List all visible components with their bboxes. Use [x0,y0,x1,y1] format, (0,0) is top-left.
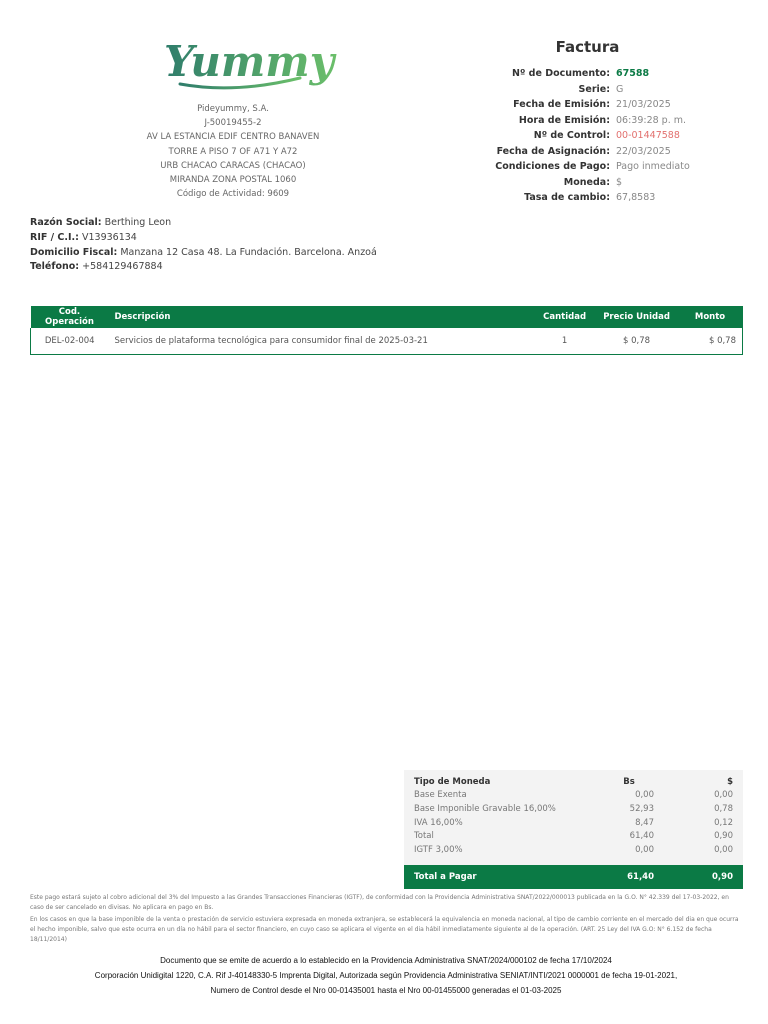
totals-bs: 8,47 [635,817,654,828]
yummy-logo [160,34,335,94]
company-rif: J-50019455-2 [204,118,262,129]
legal-footer [30,953,742,998]
control-number: 00-01447588 [616,130,680,141]
client-domicilio: Domicilio Fiscal: Manzana 12 Casa 48. La Fundación. Barcelona. Anzoá [30,246,377,258]
meta-row [470,128,750,144]
invoice-title: Factura [555,38,620,56]
meta-label: Tasa de cambio: [524,192,610,203]
exchange-notice: En los casos en que la base imponible de la venta o prestación de servicio estuviera expresada en moneda extranjera, se establecerá la equivalencia en moneda nacional, al tipo de cambio corriente en el mercado del dia en que ocurra el hecho imponible, salvo que este ocurra en un día no hábil para el sector financiero, en cuyo caso se aplicara el vigente en el dia hábil inmediatamente siguiente al de la operación. (ART. 25 Ley del IVA G.O: N° 6.152 de fecha 18/11/2014) [30,916,739,943]
payment-terms: Pago inmediato [616,161,690,172]
meta-label: Fecha de Asignación: [496,145,610,157]
client-telefono: Teléfono: +584129467884 [30,261,163,273]
footer-line: Corporación Unidigital 1220, C.A. Rif J-40148330-5 Imprenta Digital, Autorizada según Providencia Administrativa SENIAT/INTI/2021 0000001 de fecha 19-01-2021, [94,971,678,980]
meta-label: Nº de Control: [533,130,610,141]
totals-bs: 0,00 [635,790,654,801]
item-description: Servicios de plataforma tecnológica para consumidor final de 2025-03-21 [108,328,533,355]
totals-header: Tipo de Moneda [414,776,491,787]
totals-spacer [404,857,743,865]
totals-label: Base Imponible Gravable 16,00% [414,803,556,814]
items-table [30,306,743,355]
totals-header-row [404,770,743,789]
svg-text:Yummy: Yummy [164,37,335,86]
totals-bs: 61,40 [629,831,654,842]
company-address-line: AV LA ESTANCIA EDIF CENTRO BANAVEN [146,132,320,143]
totals-usd: 0,00 [714,844,733,855]
assignment-date: 22/03/2025 [616,145,671,157]
totals-label: IVA 16,00% [414,817,463,828]
totals-label: IGTF 3,00% [414,844,463,855]
column-header: Monto [678,306,743,328]
column-header: Precio Unidad [596,306,678,328]
totals-bs: 52,93 [629,803,654,814]
total-to-pay-row [404,865,743,889]
meta-row [470,144,750,160]
table-row [31,328,743,355]
exchange-rate: 67,8583 [616,192,656,203]
series-value: G [616,83,624,95]
meta-label: Fecha de Emisión: [513,99,610,110]
item-unit-price: $ 0,78 [596,328,678,355]
footer-line: Documento que se emite de acuerdo a lo establecido en la Providencia Administrativa SNAT/2024/000102 de fecha 17/10/2024 [160,956,612,965]
column-header: Cantidad [534,306,596,328]
totals-row [404,829,743,843]
meta-row [470,82,750,98]
totals-row [404,816,743,830]
client-razon-social: Razón Social: Berthing Leon [30,217,172,228]
meta-row [470,190,750,206]
item-amount: $ 0,78 [678,328,743,355]
totals-usd: 0,00 [714,790,733,801]
operation-code: DEL-02-004 [31,328,109,355]
client-info [30,216,377,275]
meta-label: Serie: [578,83,610,95]
issue-date: 21/03/2025 [616,99,671,110]
totals-header: Bs [623,776,635,787]
meta-row [470,113,750,129]
totals-row [404,789,743,803]
totals-usd: 0,90 [714,831,733,842]
items-header-row [31,306,743,328]
meta-label: Hora de Emisión: [518,114,610,126]
meta-label: Condiciones de Pago: [495,161,610,172]
totals-row [404,843,743,857]
company-name: Pideyummy, S.A. [197,104,269,114]
currency: $ [616,176,623,188]
client-rif: RIF / C.I.: V13936134 [30,231,137,243]
item-quantity: 1 [534,328,596,355]
igtf-notice: Este pago estará sujeto al cobro adicional del 3% del Impuesto a las Grandes Transacciones Financieras (IGTF), de conformidad con la Providencia Administrativa SNAT/2022/000013 publicada en la G.O. N° 42.339 del 17-03-2022, en caso de ser cancelado en divisas. No aplicara en pago en Bs. [30,894,729,911]
company-activity-code: Código de Actividad: 9609 [176,189,290,200]
company-info [130,102,336,201]
column-header: Descripción [108,306,533,328]
meta-row [470,175,750,191]
total-to-pay-label: Total a Pagar [404,865,594,889]
meta-label: Nº de Documento: [512,68,610,79]
document-number: 67588 [616,68,650,79]
company-address-line: TORRE A PISO 7 OF A71 Y A72 [168,146,298,157]
meta-label: Moneda: [563,176,610,188]
totals-header: $ [727,776,733,787]
total-to-pay-usd: 0,90 [664,865,743,889]
company-address-line: URB CHACAO CARACAS (CHACAO) [160,160,306,171]
issue-time: 06:39:28 p. m. [616,114,687,126]
company-address-line: MIRANDA ZONA POSTAL 1060 [169,175,297,186]
footer-line: Numero de Control desde el Nro 00-01435001 hasta el Nro 00-01455000 generadas el 01-03-2025 [210,986,562,995]
meta-row [470,159,750,175]
meta-row [470,66,750,82]
totals-bs: 0,00 [635,844,654,855]
totals-row [404,802,743,816]
totals-usd: 0,78 [714,803,733,814]
column-header: Cod. Operación [31,306,109,328]
meta-row [470,97,750,113]
total-to-pay-bs: 61,40 [594,865,664,889]
totals-label: Total [414,831,434,842]
totals-usd: 0,12 [714,817,733,828]
totals-label: Base Exenta [414,790,467,801]
invoice-meta [470,66,750,206]
totals-box [404,770,743,889]
